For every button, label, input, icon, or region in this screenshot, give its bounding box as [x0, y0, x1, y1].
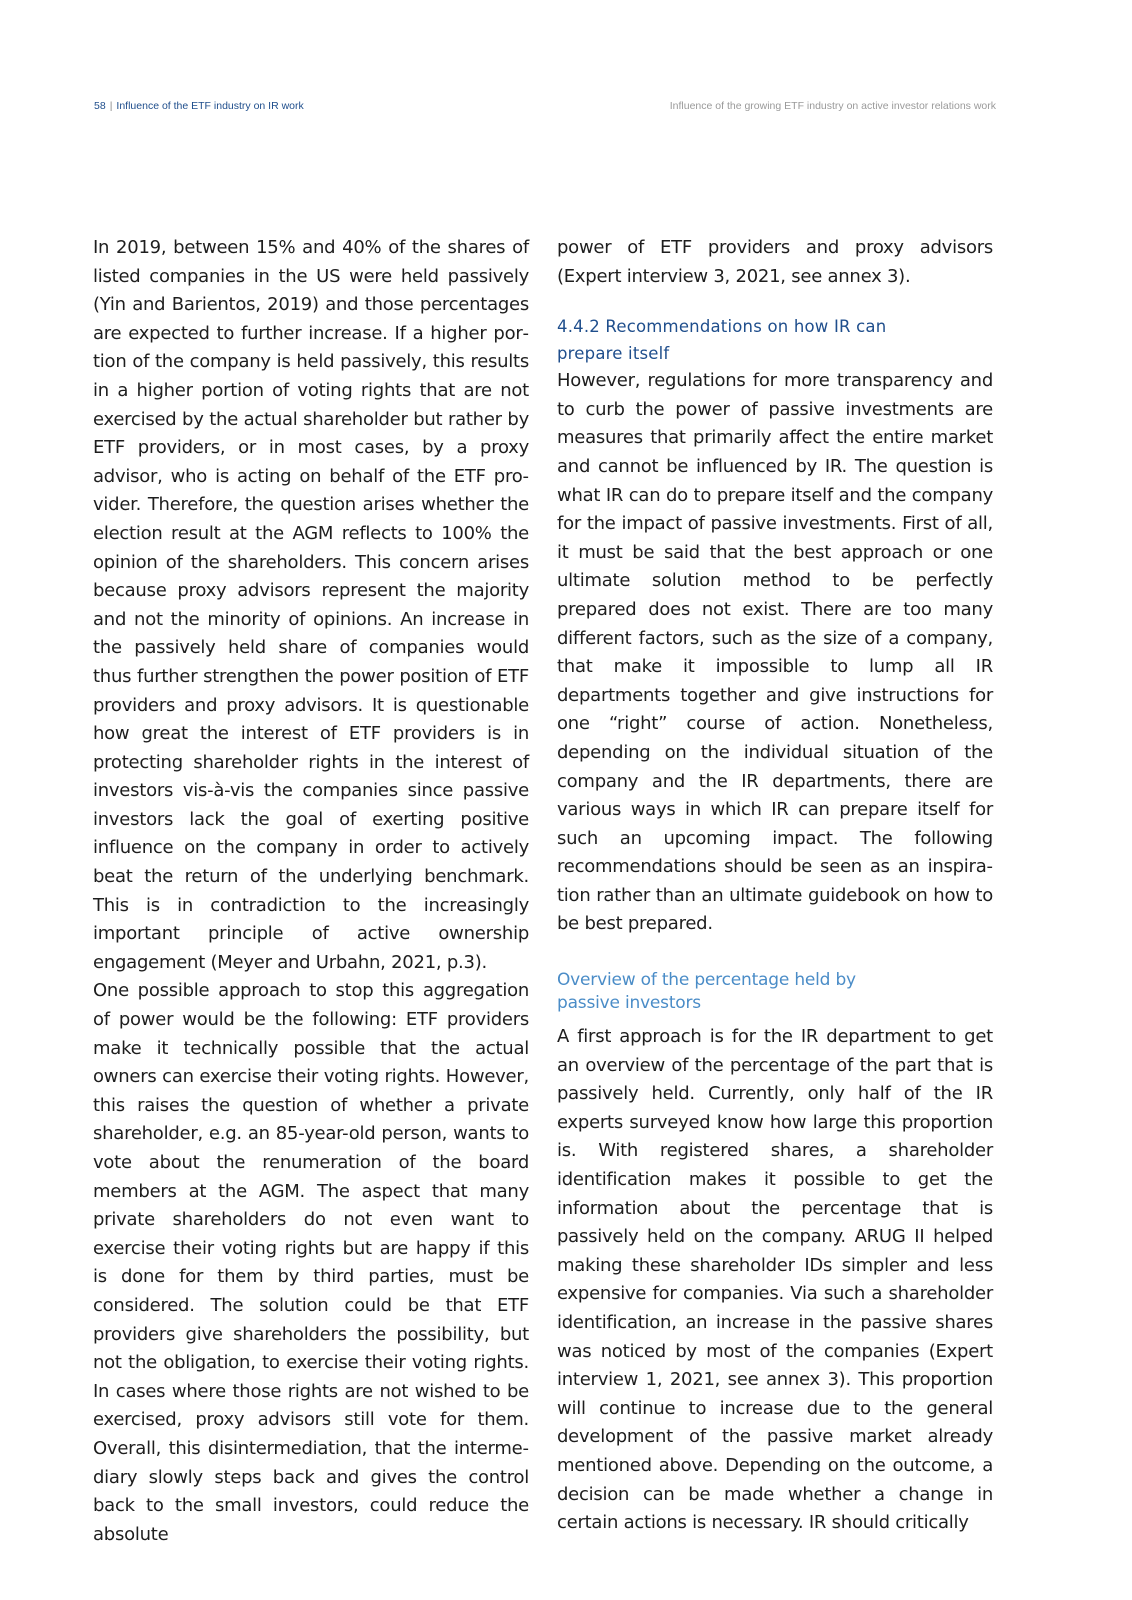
- right-column: [557, 234, 993, 1538]
- running-header: [94, 100, 996, 116]
- body-paragraph-2: One possible approach to stop this aggregation of power would be the following: ETF providers make it technically possible that the actual owners can exercise their voting rights. However, this raises the question of whether a private shareholder, e.g. an 85-year-old person, wants to vote about the renumeration of the board members at the AGM. The aspect that many private shareholders do not even want to exercise their voting rights but are happy if this is done for them by third parties, must be considered. The solution could be that ETF providers give shareholders the possibility, but not the obligation, to exercise their voting rights. In cases where those rights are not wished to be exercised, proxy advisors still vote for them. Overall, this disintermediation, that the intermediary slowly steps back and gives the control back to the small investors, could reduce the absolute: [93, 980, 529, 1545]
- sub-paragraph: A first approach is for the IR department to get an overview of the percentage of the part that is passively held. Currently, only half of the IR experts surveyed know how large this proportion is. With registered shares, a shareholder identification makes it possible to get the information about the percentage that is passively held on the company. ARUG II helped making these shareholder IDs simpler and less expensive for companies. Via such a shareholder identification, an increase in the passive shares was noticed by most of the companies (Expert interview 1, 2021, see annex 3). This proportion will continue to increase due to the general development of the passive market already mentioned above. Depending on the outcome, a decision can be made whether a change in certain actions is necessary. IR should critically: [557, 1026, 993, 1534]
- sub-heading: [557, 969, 993, 1015]
- sub-heading-line-1: Overview of the percentage held by: [557, 970, 856, 991]
- chapter-title: Influence of the ETF industry on IR work: [116, 100, 304, 112]
- page-number: 58: [94, 100, 106, 112]
- header-separator: |: [109, 100, 113, 112]
- intro-paragraph: power of ETF providers and proxy advisors (Expert interview 3, 2021, see annex 3).: [557, 237, 993, 287]
- document-title: Influence of the growing ETF industry on active investor relations work: [669, 100, 996, 112]
- section-paragraph: However, regulations for more transparency and to curb the power of passive investments are measures that primarily affect the entire market and cannot be influenced by IR. The question is what IR can do to prepare itself and the company for the impact of passive investments. First of all, it must be said that the best approach or one ultimate solution method to be perfectly prepared does not exist. There are too many different factors, such as the size of a company, that make it impossible to lump all IR departments together and give instructions for one “right” course of action. Nonetheless, depending on the individual situation of the company and the IR departments, there are various ways in which IR can prepare itself for such an upcoming impact. The following recommendations should be seen as an inspiration rather than an ultimate guidebook on how to be best prepared.: [557, 370, 993, 935]
- section-heading-line-1: 4.4.2 Recommendations on how IR can: [557, 317, 887, 337]
- body-paragraph-1: In 2019, between 15% and 40% of the shares of listed companies in the US were held passively (Yin and Barientos, 2019) and those percentages are expected to further increase. If a higher portion of the company is held passively, this results in a higher portion of voting rights that are not exercised by the actual shareholder but rather by ETF providers, or in most cases, by a proxy advisor, who is acting on behalf of the ETF provider. Therefore, the question arises whether the election result at the AGM reflects to 100% the opinion of the shareholders. This concern arises because proxy advisors represent the majority and not the minority of opinions. An increase in the passively held share of companies would thus further strengthen the power position of ETF providers and proxy advisors. It is questionable how great the interest of ETF providers is in protecting shareholder rights in the interest of investors vis-à-vis the companies since passive investors lack the goal of exerting positive influence on the company in order to actively beat the return of the underlying benchmark. This is in contradiction to the increasingly important principle of active ownership engagement (Meyer and Urbahn, 2021, p.3).: [93, 237, 529, 973]
- section-heading: [557, 313, 993, 367]
- sub-heading-line-2: passive investors: [557, 993, 701, 1014]
- section-heading-line-2: prepare itself: [557, 344, 670, 364]
- header-left: [94, 100, 304, 112]
- left-column: [93, 234, 529, 1549]
